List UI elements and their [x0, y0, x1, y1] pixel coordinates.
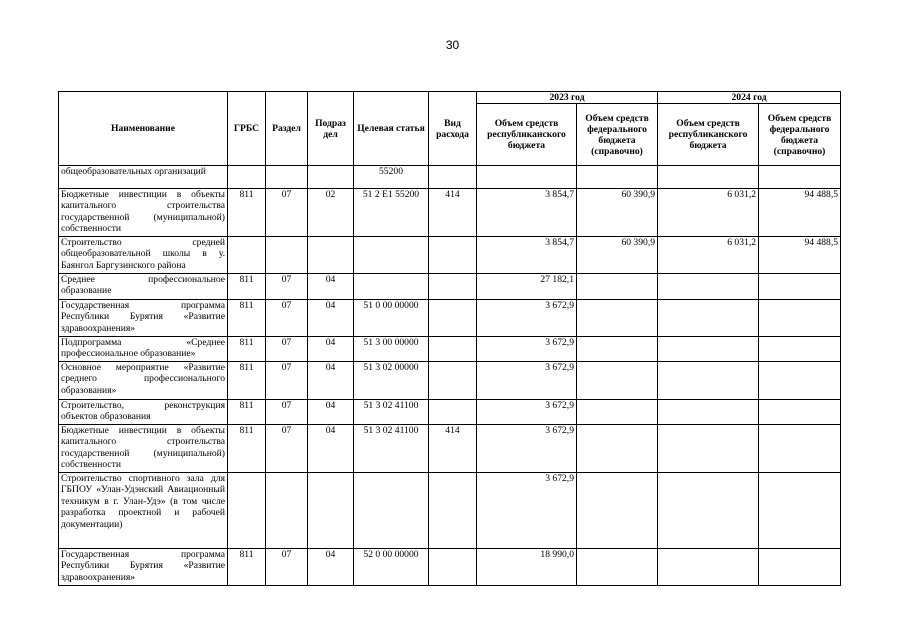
cell-name: Строительство средней общеобразовательной школы в у. Баянгол Баргузинского района	[59, 237, 228, 274]
cell-rep-2023: 3 672,9	[477, 300, 577, 337]
table-row	[59, 400, 841, 425]
cell-grbs	[228, 166, 266, 189]
table-row	[59, 549, 841, 586]
cell-vid	[429, 237, 477, 274]
header-podrazdel: Подраз дел	[308, 92, 354, 166]
cell-grbs: 811	[228, 337, 266, 362]
cell-name: Строительство спортивного зала для ГБПОУ «Улан-Удэнский Авиационный техникум в г. Улан-Удэ» (в том числе разработка проектной и рабочей документации)	[59, 473, 228, 549]
cell-fed-2024	[759, 274, 841, 300]
budget-table	[58, 91, 841, 586]
header-rep-budget-2024: Объем средств республиканского бюджета	[658, 104, 759, 166]
cell-podrazdel: 04	[308, 400, 354, 425]
cell-razdel	[266, 237, 308, 274]
cell-fed-2023: 60 390,9	[577, 189, 658, 237]
cell-fed-2023	[577, 473, 658, 549]
cell-vid	[429, 300, 477, 337]
cell-fed-2024	[759, 400, 841, 425]
cell-rep-2023: 3 672,9	[477, 425, 577, 473]
cell-podrazdel: 04	[308, 362, 354, 400]
cell-grbs: 811	[228, 189, 266, 237]
cell-fed-2024	[759, 166, 841, 189]
cell-rep-2024	[658, 337, 759, 362]
cell-tselevaya: 55200	[354, 166, 429, 189]
cell-podrazdel	[308, 166, 354, 189]
table-row	[59, 166, 841, 189]
cell-fed-2023	[577, 425, 658, 473]
cell-tselevaya: 51 0 00 00000	[354, 300, 429, 337]
cell-name: Основное мероприятие «Развитие среднего профессионального образования»	[59, 362, 228, 400]
cell-rep-2024: 6 031,2	[658, 189, 759, 237]
cell-vid	[429, 549, 477, 586]
cell-podrazdel: 04	[308, 425, 354, 473]
cell-rep-2023: 18 990,0	[477, 549, 577, 586]
cell-rep-2024	[658, 300, 759, 337]
cell-name: Государственная программа Республики Бурятия «Развитие здравоохранения»	[59, 300, 228, 337]
cell-fed-2024	[759, 362, 841, 400]
cell-razdel	[266, 473, 308, 549]
cell-rep-2024	[658, 166, 759, 189]
cell-name: общеобразовательных организаций	[59, 166, 228, 189]
cell-razdel	[266, 166, 308, 189]
cell-fed-2023	[577, 337, 658, 362]
cell-podrazdel: 04	[308, 549, 354, 586]
table-row	[59, 362, 841, 400]
cell-razdel: 07	[266, 189, 308, 237]
cell-rep-2023: 3 854,7	[477, 237, 577, 274]
cell-fed-2023	[577, 274, 658, 300]
cell-rep-2023: 3 672,9	[477, 400, 577, 425]
cell-rep-2023	[477, 166, 577, 189]
cell-tselevaya: 51 3 02 00000	[354, 362, 429, 400]
cell-fed-2023	[577, 166, 658, 189]
cell-vid	[429, 337, 477, 362]
cell-grbs: 811	[228, 362, 266, 400]
cell-rep-2024: 6 031,2	[658, 237, 759, 274]
cell-vid: 414	[429, 425, 477, 473]
cell-fed-2024	[759, 300, 841, 337]
cell-podrazdel: 04	[308, 300, 354, 337]
cell-tselevaya: 52 0 00 00000	[354, 549, 429, 586]
cell-podrazdel: 04	[308, 274, 354, 300]
cell-name: Бюджетные инвестиции в объекты капитального строительства государственной (муниципальной) собственности	[59, 425, 228, 473]
page-number: 30	[445, 38, 460, 52]
table-row	[59, 337, 841, 362]
table-row	[59, 274, 841, 300]
table-row	[59, 300, 841, 337]
header-name: Наименование	[59, 92, 228, 166]
cell-fed-2023	[577, 362, 658, 400]
table-row	[59, 425, 841, 473]
cell-rep-2023: 3 672,9	[477, 337, 577, 362]
cell-vid	[429, 362, 477, 400]
cell-grbs: 811	[228, 300, 266, 337]
cell-vid: 414	[429, 189, 477, 237]
cell-fed-2023: 60 390,9	[577, 237, 658, 274]
header-grbs: ГРБС	[228, 92, 266, 166]
cell-tselevaya	[354, 274, 429, 300]
cell-fed-2024	[759, 473, 841, 549]
header-rep-budget-2023: Объем средств республиканского бюджета	[477, 104, 577, 166]
cell-fed-2024	[759, 337, 841, 362]
header-tselevaya: Целевая статья	[354, 92, 429, 166]
cell-tselevaya: 51 3 00 00000	[354, 337, 429, 362]
cell-razdel: 07	[266, 400, 308, 425]
header-razdel: Раздел	[266, 92, 308, 166]
cell-rep-2024	[658, 400, 759, 425]
cell-grbs: 811	[228, 425, 266, 473]
cell-name: Строительство, реконструкция объектов образования	[59, 400, 228, 425]
cell-name: Среднее профессиональное образование	[59, 274, 228, 300]
header-vid: Вид расхода	[429, 92, 477, 166]
cell-razdel: 07	[266, 337, 308, 362]
cell-rep-2023: 3 854,7	[477, 189, 577, 237]
cell-razdel: 07	[266, 549, 308, 586]
cell-rep-2023: 3 672,9	[477, 362, 577, 400]
cell-grbs: 811	[228, 549, 266, 586]
header-fed-budget-2023: Объем средств федерального бюджета (справочно)	[577, 104, 658, 166]
table-row	[59, 237, 841, 274]
cell-tselevaya: 51 3 02 41100	[354, 400, 429, 425]
cell-razdel: 07	[266, 300, 308, 337]
cell-grbs: 811	[228, 400, 266, 425]
cell-fed-2023	[577, 400, 658, 425]
cell-razdel: 07	[266, 425, 308, 473]
cell-rep-2023: 27 182,1	[477, 274, 577, 300]
cell-podrazdel	[308, 473, 354, 549]
cell-rep-2024	[658, 362, 759, 400]
cell-vid	[429, 400, 477, 425]
cell-grbs	[228, 237, 266, 274]
cell-name: Государственная программа Республики Бурятия «Развитие здравоохранения»	[59, 549, 228, 586]
cell-podrazdel: 04	[308, 337, 354, 362]
header-year-2024: 2024 год	[658, 92, 841, 104]
cell-razdel: 07	[266, 362, 308, 400]
cell-grbs	[228, 473, 266, 549]
cell-fed-2023	[577, 300, 658, 337]
cell-rep-2024	[658, 473, 759, 549]
table-row	[59, 189, 841, 237]
cell-fed-2024	[759, 425, 841, 473]
cell-grbs: 811	[228, 274, 266, 300]
cell-fed-2024	[759, 549, 841, 586]
cell-vid	[429, 274, 477, 300]
header-year-2023: 2023 год	[477, 92, 658, 104]
cell-rep-2024	[658, 549, 759, 586]
cell-vid	[429, 166, 477, 189]
cell-fed-2023	[577, 549, 658, 586]
cell-vid	[429, 473, 477, 549]
cell-tselevaya: 51 3 02 41100	[354, 425, 429, 473]
cell-podrazdel: 02	[308, 189, 354, 237]
table-row	[59, 473, 841, 549]
cell-rep-2024	[658, 425, 759, 473]
cell-rep-2024	[658, 274, 759, 300]
cell-name: Бюджетные инвестиции в объекты капитального строительства государственной (муниципальной) собственности	[59, 189, 228, 237]
cell-tselevaya: 51 2 E1 55200	[354, 189, 429, 237]
cell-razdel: 07	[266, 274, 308, 300]
cell-fed-2024: 94 488,5	[759, 189, 841, 237]
cell-podrazdel	[308, 237, 354, 274]
cell-name: Подпрограмма «Среднее профессиональное образование»	[59, 337, 228, 362]
cell-tselevaya	[354, 237, 429, 274]
cell-tselevaya	[354, 473, 429, 549]
cell-fed-2024: 94 488,5	[759, 237, 841, 274]
header-fed-budget-2024: Объем средств федерального бюджета (справочно)	[759, 104, 841, 166]
cell-rep-2023: 3 672,9	[477, 473, 577, 549]
